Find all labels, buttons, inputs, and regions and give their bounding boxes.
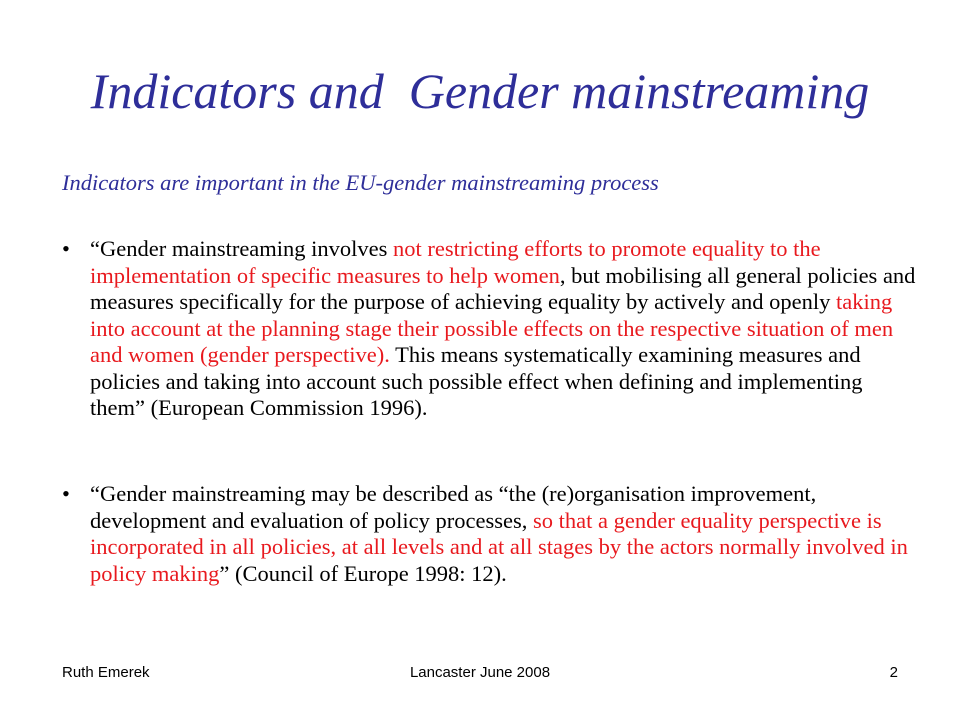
quote-text: This means systematically examining measures and policies and taking into account such possible effect when defining and implementing them” (European Commission 1996). (90, 342, 863, 420)
bullet-item-2 (62, 481, 922, 587)
bullet-icon: • (62, 236, 70, 261)
bullet-text (90, 481, 922, 587)
slide-title: Indicators and Gender mainstreaming (90, 63, 870, 119)
bullet-text (90, 236, 922, 422)
quote-text: , but mobilising all general policies and measures specifically for the purpose of achieving equality by actively and openly (90, 262, 916, 314)
quote-text: “Gender mainstreaming may be described as “the (re)organisation improvement, development and evaluation of policy processes, (90, 481, 817, 533)
bullet-item-1 (62, 236, 922, 422)
quote-text: ” (Council of Europe 1998: 12). (219, 560, 507, 586)
highlighted-text: not restricting efforts to promote equality to the implementation of specific measures to help women (90, 236, 821, 288)
slide-subtitle: Indicators are important in the EU-gender mainstreaming process (62, 170, 659, 195)
footer-event: Lancaster June 2008 (409, 664, 551, 681)
footer-page-number: 2 (889, 664, 898, 681)
highlighted-text: so that a gender equality perspective is incorporated in all policies, at all levels and at all stages by the actors normally involved in policy making (90, 507, 908, 586)
highlighted-text: taking into account at the planning stage their possible effects on the respective situation of men and women (gender perspective). (90, 289, 894, 367)
quote-text: “Gender mainstreaming involves (90, 236, 394, 261)
bullet-icon: • (62, 481, 70, 506)
footer-author: Ruth Emerek (62, 664, 150, 681)
